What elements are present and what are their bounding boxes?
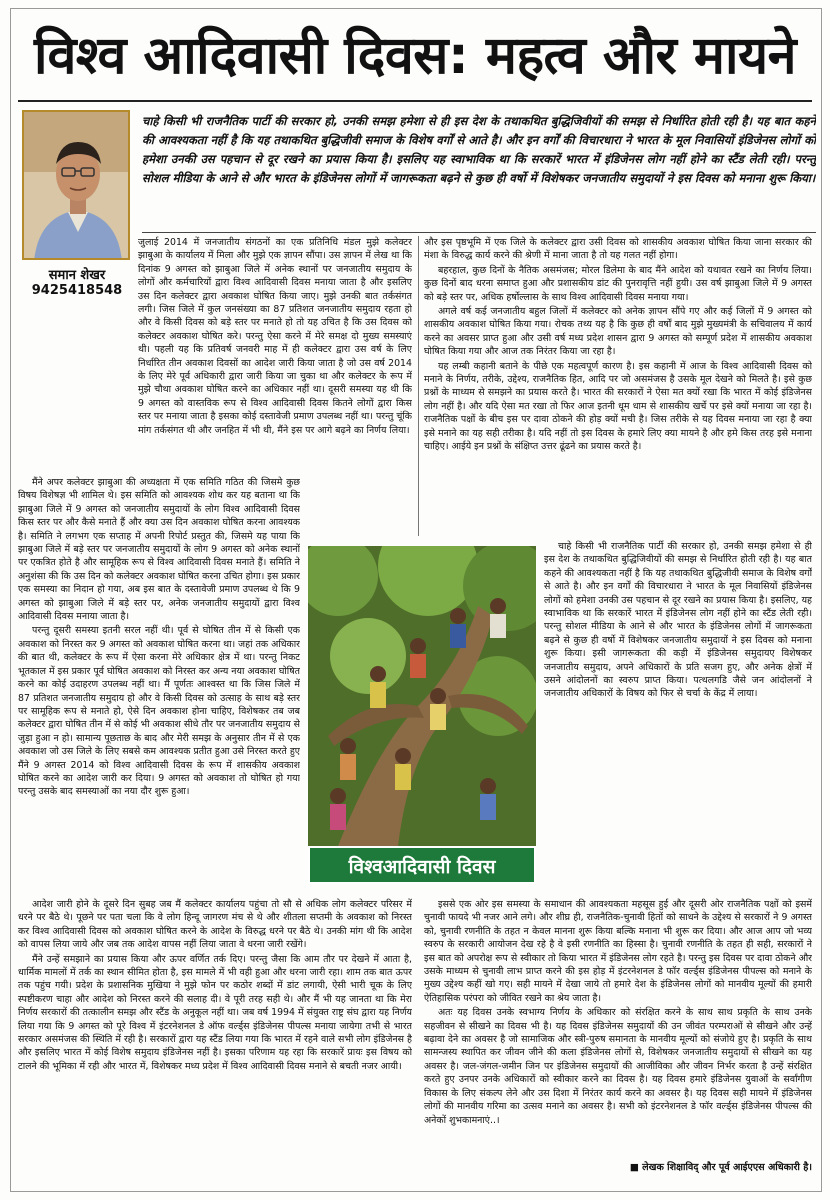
intro-rule bbox=[142, 232, 816, 233]
right-column-top bbox=[424, 236, 812, 538]
article-intro: चाहे किसी भी राजनैतिक पार्टी की सरकार हो, उनकी समझ हमेशा से ही इस देश के तथाकथित बुद्धिजिवीयों की समझ से निर्धारित होती रही है। यह बात कहने की आवश्यकता नहीं है कि यह तथाकथित बुद्धिजीवी समाज के विशेष वर्गों से आते है। और इन वर्गों की विचारधारा ने भारत के मूल निवासियों इंडिजेनस लोगों को हमेशा उनकी उस पहचान से दूर रखने का प्रयास किया है। इसलिए यह स्वाभाविक था कि सरकारें भारत में इंडिजेनस लोग नहीं होने का स्टैंड लेती रही। परन्तु सोशल मीडिया के आने से और भारत के इंडिजेनस लोगों में जागरूकता बढ़ने से कुछ ही वर्षो में विशेषकर जनजातीय समुदायों ने इस दिवस को मनाना शुरू किया। bbox=[142, 114, 816, 185]
left-paragraph-5: मैंने उन्हें समझाने का प्रयास किया और ऊपर वर्णित तर्क दिए। परन्तु जैसा कि आम तौर पर देखने में आता है, धार्मिक मामलों में तर्क का स्थान सीमित होता है, इस मामले में भी वही हुआ और धरना जारी रहा। शाम तक बात ऊपर तक पहुंच गयी। प्रदेश के प्रशासनिक मुखिया ने मुझे फोन पर कठोर शब्दों में डांट लगायी, ऐसी भारी चूक के लिए स्पष्टीकरण चाहा और आदेश को निरस्त करने की सलाह दी। वे पूरी तरह सही थे। और मैं भी यह जानता था कि मेरा निर्णय सरकारों की तत्कालीन समझ और स्टैंड के अनुकूल नहीं था। जब वर्ष 1994 में संयुक्त राष्ट्र संघ द्वारा यह निर्णय लिया गया कि 9 अगस्त को पूरे विश्व में इंटरनेशनल डे ऑफ वर्ल्ड्स इंडिजेनस पीपल्स मनाया जायेगा तभी से भारत सरकार असमंजस की स्थिति में रही है। सरकारों द्वारा यह स्टैंड लिया गया कि भारत में रहने वाले सभी लोग इंडिजेनस है और इसलिए भारत में कोई विशेष समुदाय इंडिजेनस नहीं है। इसका परिणाम यह रहा कि सरकारें प्रायः इस विषय को टालने की भूमिका में रही और भारत में, विशेषकर मध्य प्रदेश में विश्व आदिवासी दिवस मनाने से बचती नजर आयी। bbox=[18, 953, 412, 1072]
left-paragraph-2: मैंने अपर कलेक्टर झाबुआ की अध्यक्षता में एक समिति गठित की जिसमे कुछ विषय विशेषज्ञ भी शामिल थे। इस समिति को आवश्यक शोध कर यह बताना था कि झाबुआ जिले में 9 अगस्त को जनजातीय समुदायों के लोग विश्व आदिवासी दिवस किस स्तर पर और कैसे मनाते हैं और क्या उस दिन अवकाश घोषित करना आवश्यक है। समिति ने लगभग एक सप्ताह में अपनी रिपोर्ट प्रस्तुत की, जिसमे यह पाया कि झाबुआ जिले में बड़े स्तर पर जनजातीय समुदायों के लोग 9 अगस्त को अनेक स्थानों पर एकत्रित होते है और सामूहिक रूप से विश्व आदिवासी दिवस मनाते हैं। समिति ने अनुशंसा की कि उस दिन को कलेक्टर अवकाश घोषित करना उचित होगा। इस प्रकार एक समस्या का निदान हो गया, अब इस बात के दस्तावेजी प्रमाण उपलब्ध थे कि 9 अगस्त को झाबुआ जिले में बड़े स्तर पर, अनेक जनजातीय समुदायों द्वारा विश्व आदिवासी दिवस मनाया जाता है। bbox=[18, 477, 300, 623]
right-column-lower bbox=[424, 898, 812, 1154]
left-column-body bbox=[18, 476, 300, 886]
author-name: समान शेखर bbox=[48, 268, 106, 283]
children-tree-photo bbox=[308, 546, 536, 846]
author-footnote: ■ लेखक शिक्षाविद् और पूर्व आईएएस अधिकारी है। bbox=[629, 1162, 812, 1173]
right-paragraph-2: बहरहाल, कुछ दिनों के नैतिक असमंजस; मोरल डिलेमा के बाद मैंने आदेश को यथावत रखने का निर्णय लिया। कुछ दिनों बाद धरना समाप्त हुआ और प्रशासकीय डांट की पुनरावृत्ति नहीं हुयी। उस वर्ष झाबुआ जिले में 9 अगस्त को बड़े स्तर पर, अधिक हर्षोल्लास के साथ विश्व आदिवासी दिवस मनाया गया। bbox=[424, 264, 812, 303]
right-paragraph-3: अगले वर्ष कई जनजातीय बहुल जिलों में कलेक्टर को अनेक ज्ञापन सौंपे गए और कई जिलों में 9 अगस्त को शासकीय अवकाश घोषित किया गया। रोचक तथ्य यह है कि कुछ ही वर्षों बाद मुझे मुख्यमंत्री के सचिवालय में कार्य करने का अवसर प्राप्त हुआ और उसी वर्ष मध्य प्रदेश शासन द्वारा 9 अगस्त को सम्पूर्ण प्रदेश में शासकीय अवकाश घोषित किया गया और आज तक निरंतर किया जा रहा है। bbox=[424, 306, 812, 358]
tree-scene-image bbox=[308, 546, 536, 846]
photo-caption: विश्वआदिवासी दिवस bbox=[308, 846, 536, 884]
left-paragraph-4: आदेश जारी होने के दूसरे दिन सुबह जब मैं कलेक्टर कार्यालय पहुंचा तो सौ से अधिक लोग कलेक्टर परिसर में धरने पर बैठे थे। पूछने पर पता चला कि वे लोग हिन्दू जागरण मंच से थे और शीतला सप्तमी के अवकाश को निरस्त कर विश्व आदिवासी दिवस को अवकाश घोषित करने के आदेश के विरुद्ध धरने पर बैठे थे। उनकी मांग थी कि आदेश को वापस लिया जाये और जब तक आदेश वापस नहीं लिया जाता वे धरना जारी रखेंगे। bbox=[18, 899, 412, 951]
right-paragraph-4: यह लम्बी कहानी बताने के पीछे एक महत्वपूर्ण कारण है। इस कहानी में आज के विश्व आदिवासी दिवस को मनाने के निर्णय, तरीके, उद्देश्य, राजनैतिक हित, आदि पर जो असमंजस है उसके मूल देखने को मिलते है। इसे कुछ प्रश्नों के माध्यम से समझने का प्रयास करते है। भारत की सरकारों ने ऐसा मत क्यों रखा कि भारत में कोई इंडिजेनस लोग नहीं है। और यदि ऐसा मत रखा तो फिर आज इतनी धूम धाम से शासकीय खर्चे पर इसे क्यों मनाया जा रहा है। राजनैतिक पक्षों के बीच इस पर दावा ठोकने की होड़ क्यों मची है। जिस तरीके से यह दिवस मनाया जा रहा है क्या इसे मनाने का यह सही तरीका है। यदि नहीं तो इस दिवस के हमारे लिए क्या मायने है और हमे किस तरह इसे मनाना चाहिए। आईये इन प्रश्नों के संक्षिप्त उत्तर ढूंढने का प्रयास करते है। bbox=[424, 360, 812, 453]
left-paragraph-3: परन्तु दूसरी समस्या इतनी सरल नहीं थी। पूर्व से घोषित तीन में से किसी एक अवकाश को निरस्त कर 9 अगस्त को अवकाश घोषित करना था। जहां तक अधिकार की बात थी, कलेक्टर के रूप में ऐसा करना मेरे अधिकार क्षेत्र में था। परन्तु निकट भूतकाल में इस प्रकार पूर्व घोषित अवकाश को निरस्त कर अन्य नया अवकाश घोषित करने का कोई उदाहरण उपलब्ध नहीं था। मैं पूर्णतः आश्वस्त था कि जिस जिले में 87 प्रतिशत जनजातीय समुदाय हो और वे किसी दिवस को उत्साह के साथ बड़े स्तर पर सामूहिक रूप से मनाते हो, ऐसे दिन अवकाश होना चाहिए, विशेषकर तब जब कलेक्टर द्वारा घोषित तीन में से कोई भी अवकाश सीधे तौर पर जनजातीय समुदाय से जुड़ा हुआ न हो। सामान्य पूछताछ के बाद और मेरी समझ के अनुसार तीन में से एक अवकाश जो उस जिले के लिए सबसे कम आवश्यक प्रतीत हुआ उसे निरस्त करते हुए मैंने 9 अगस्त 2014 को विश्व आदिवासी दिवस के रूप में शासकीय अवकाश घोषित करने का आदेश जारी कर दिया। 9 अगस्त को अवकाश तो घोषित हो गया परन्तु उसके बाद समस्याओं का नया दौर शुरू हुआ। bbox=[18, 625, 300, 798]
right-paragraph-5: चाहे किसी भी राजनैतिक पार्टी की सरकार हो, उनकी समझ हमेशा से ही इस देश के तथाकथित बुद्धिजिवीयों की समझ से निर्धारित होती रही है। यह बात कहने की आवश्यकता नहीं है कि यह तथाकथित बुद्धिजीवी समाज के विशेष वर्गों से आते है। और इन वर्गों की विचारधारा ने भारत के मूल निवासियों इंडिजेनस लोगों को हमेशा उनकी उस पहचान से दूर रखने का प्रयास किया है। इसलिए, यह स्वाभाविक था कि सरकारें भारत में इंडिजेनस लोग नहीं होने का स्टैंड लेती रही। परन्तु सोशल मीडिया के आने से और भारत के इंडिजेनस लोगों में जागरूकता बढ़ने से कुछ ही वर्षो में विशेषकर जनजातीय समुदायों ने इस दिवस को मनाना शुरू किया। इसी जागरूकता की कड़ी में इंडिजेनस समुदायए विशेषकर जनजातीय समुदाय, अपने अधिकारों के प्रति सजग हुए, और अनेक क्षेत्रों में उसने आंदोलनों का स्वरुप प्राप्त किया। पत्थलगडि जैसे जन आंदोलनों ने जनजातीय अधिकारों के विषय को फिर से चर्चा के केंद्र में लाया। bbox=[544, 541, 812, 700]
left-column-lower bbox=[18, 898, 412, 1176]
right-paragraph-6: इससे एक ओर इस समस्या के समाधान की आवश्यकता महसूस हुई और दूसरी ओर राजनैतिक पक्षों को इसमें चुनावी फायदे भी नजर आने लगे। और शीघ्र ही, राजनैतिक-चुनावी हितों को साधने के उद्देश्य से सरकारों ने 9 अगस्त को, चुनावी रणनीति के तहत न केवल मानना शुरू किया बल्कि मनाना भी शुरू कर दिया। और आज आप जो भव्य स्वरुप के सरकारी आयोजन देख रहे है वे इसी रणनीति का हिस्सा है। चुनावी रणनीति के तहत ही सही, सरकारों ने इस बात को अपरोक्ष रूप से स्वीकार तो किया भारत में इंडिजेनस लोग रहते है। परन्तु इस दिवस पर दावा ठोकने और उसके माध्यम से चुनावी लाभ प्राप्त करने की इस होड़ में इंटरनेशनल डे फॉर वर्ल्ड्स इंडिजेनस पीपल्स को मनाने के मुख्य उद्देश्य कहीं खो गए। सही मायने में देखा जाये तो हमारे देश के इंडिजेनस लोगों को मानवीय मूल्यों की हमारी ऐतिहासिक परंपरा को जीवित रखने का श्रेय जाता है। bbox=[424, 899, 812, 1004]
right-column-mid bbox=[544, 540, 812, 900]
right-paragraph-1: और इस पृष्ठभूमि में एक जिले के कलेक्टर द्वारा उसी दिवस को शासकीय अवकाश घोषित किया जाना सरकार की मंशा के विरुद्ध कार्य करने की श्रेणी में माना जाता है तो यह गलत नहीं होगा। bbox=[424, 237, 812, 262]
author-phone: 9425418548 bbox=[31, 283, 123, 298]
column-divider bbox=[418, 236, 419, 536]
right-paragraph-7: अतः यह दिवस उनके स्वभाग्य निर्णय के अधिकार को संरक्षित करने के साथ साथ प्रकृति के साथ उनके सहजीवन से सीखने का दिवस भी है। यह दिवस इंडिजेनस समुदायों की उन जीवंत परम्पराओं से सीखने और उन्हें बढ़ावा देने का अवसर है जो सामाजिक और स्त्री-पुरुष समानता के मानवीय मूल्यों को संजोये हुए है। प्रकृति के साथ सामन्जस्य स्थापित कर जीवन जीने की कला इंडिजेनस लोगों से, विशेषकर जनजातीय समुदायों से सीखने का यह अवसर है। जल-जंगल-जमीन जिन पर इंडिजेनस समुदायों की आजीविका और जीवन निर्भर करता है उन्हें संरक्षित करते हुए उनपर उनके अधिकारों को स्वीकार करने का दिवस है। यह दिवस हमारे इंडिजेनस युवाओं के सर्वांगीण विकास के लिए संकल्प लेने और उस दिशा में निरंतर कार्य करने का अवसर है। यह दिवस सही मायने में इंडिजेनस लोगों की मानवीय गरिमा का उत्सव मनाने का अवसर है। सभी को इंटरनेशनल डे फॉर वर्ल्ड्स इंडिजेनस पीपल्स की अनेकों शुभकामनाएं..। bbox=[424, 1007, 812, 1126]
article-headline: विश्व आदिवासी दिवस: महत्व और मायने bbox=[33, 26, 797, 86]
headline-rule bbox=[18, 100, 812, 102]
left-paragraph-1: जुलाई 2014 में जनजातीय संगठनों का एक प्रतिनिधि मंडल मुझे कलेक्टर झाबुआ के कार्यालय में मिला और मुझे एक ज्ञापन सौंपा। उस ज्ञापन में लेख था कि दिनांक 9 अगस्त को झाबुआ जिले में अनेक स्थानों पर जनजातीय समुदाय के लोगों और कर्मचारियों द्वारा विश्व आदिवासी दिवस मनाया जाता है और इसलिए उस दिन कलेक्टर द्वारा अवकाश घोषित किया जाए। मुझे उनकी बात तर्कसंगत लगी। जिस जिले में कुल जनसंख्या का 87 प्रतिशत जनजातीय समुदाय रहता हो और वे किसी दिवस को बड़े स्तर पर मनाते हो तो यह उचित है कि उस दिवस को कलेक्टर अवकाश घोषित करे। परन्तु ऐसा करने में मेरे समक्ष दो मुख्य समस्याएं थी। पहली यह कि प्रतिवर्ष जनवरी माह में ही कलेक्टर द्वारा उस वर्ष के लिए निर्धारित तीन अवकाश दिवसों का आदेश जारी किया जाता है जो उस वर्ष 2014 के लिए मेरे पूर्व अधिकारी द्वारा जारी किया जा चुका था और कलेक्टर के रूप में मुझे चौथा अवकाश घोषित करने का अधिकार नहीं था। दूसरी समस्या यह थी कि 9 अगस्त को वास्तविक रूप से विश्व आदिवासी दिवस कितने लोगों द्वारा किस स्तर पर मनाया जाता है इसका कोई दस्तावेजी प्रमाण उपलब्ध नहीं था। परन्तु चूंकि मांग तर्कसंगत थी और जनहित में भी थी, मैंने इस पर आगे बढ़ने का निर्णय लिया। bbox=[138, 237, 412, 436]
